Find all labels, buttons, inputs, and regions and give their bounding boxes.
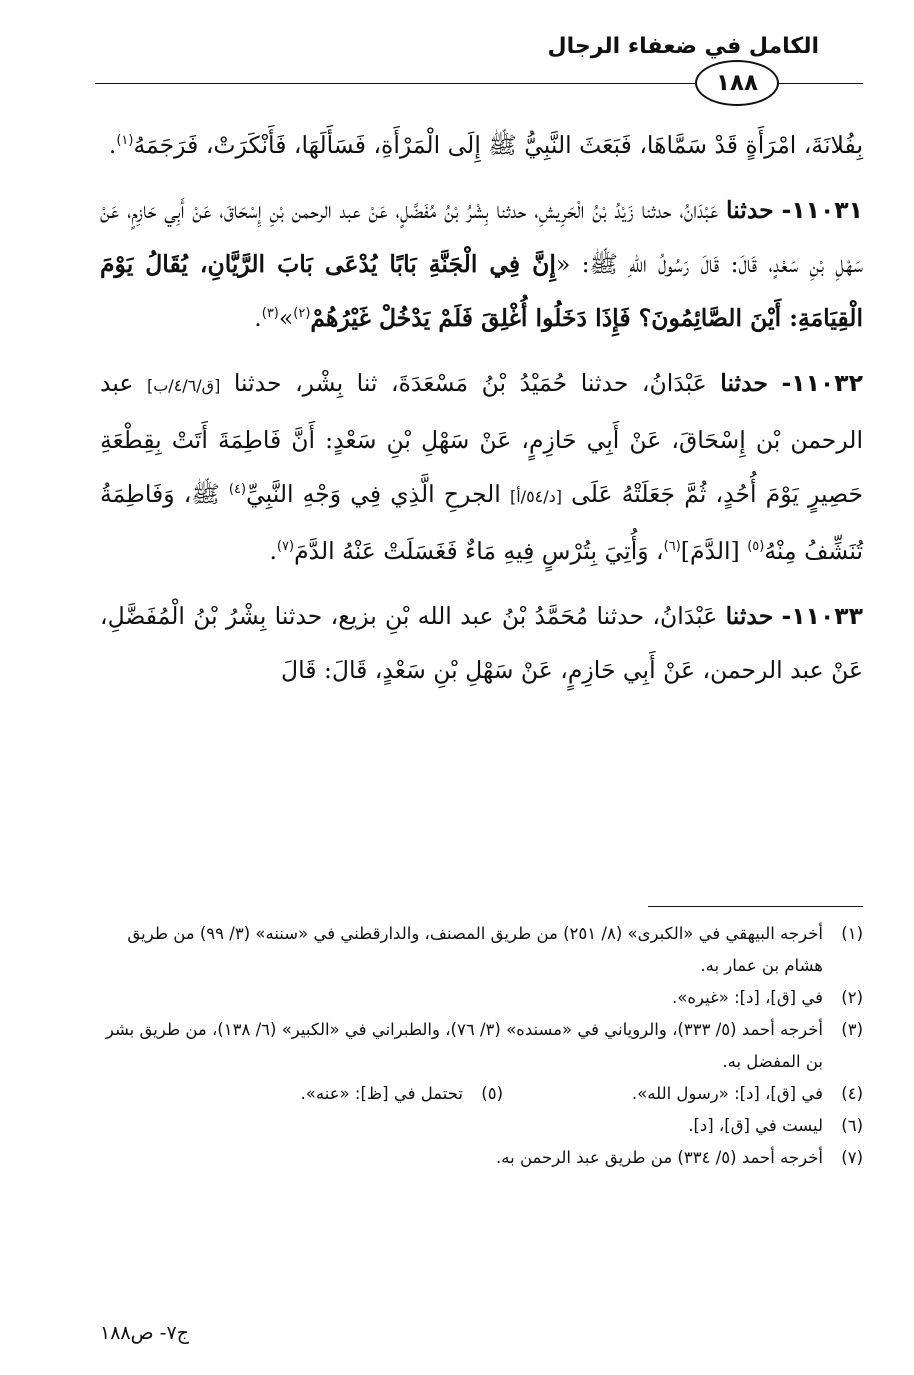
page-number-badge: ١٨٨: [695, 60, 779, 106]
footnote-text: أخرجه أحمد (٥/ ٣٣٣)، والروياني في «مسنده» (٣/ ٧٦)، والطبراني في «الكبير» (٦/ ١٣٨)، من طريق بشر بن المفضل به.: [105, 1020, 823, 1071]
footnote-text: أخرجه أحمد (٥/ ٣٣٤) من طريق عبد الرحمن به.: [496, 1148, 823, 1167]
footnote-number: (٦): [841, 1116, 863, 1135]
footnote-text: أخرجه البيهقي في «الكبرى» (٨/ ٢٥١) من طريق المصنف، والدارقطني في «سننه» (٣/ ٩٩) من طريق هشام بن عمار به.: [127, 924, 823, 975]
hadith-number: ١١٠٣١-: [781, 196, 863, 224]
hadith-text: ﷺ، وَفَاطِمَةُ تُنَشِّفُ مِنْهُ: [100, 480, 863, 565]
hadith-11031: [100, 183, 863, 345]
footnote-number: (٧): [841, 1148, 863, 1167]
hadith-number: ١١٠٣٣-: [781, 602, 863, 630]
footnote-row-4-5: [100, 1078, 863, 1110]
footnote-number: (٢): [841, 988, 863, 1007]
footnote-text: في [ق]، [د]: «رسول الله».: [631, 1084, 823, 1103]
paragraph-text: بِفُلانَةَ، امْرَأَةٍ قَدْ سَمَّاهَا، فَبَعَثَ النَّبِيُّ ﷺ إِلَى الْمَرْأَةِ، فَسَأَلَهَا، فَأَنْكَرَتْ، فَرَجَمَهُ: [133, 131, 863, 159]
footnote-marker: (١): [116, 133, 134, 149]
footnote-4: [503, 1078, 863, 1110]
haddathana-word: حدثنا: [726, 196, 774, 224]
hadith-11033: [100, 589, 863, 697]
hadith-number: ١١٠٣٢-: [781, 369, 863, 397]
running-title: الكامل في ضعفاء الرجال: [547, 34, 819, 59]
footnotes: [100, 918, 863, 1174]
footnote-text: ليست في [ق]، [د].: [688, 1116, 823, 1135]
footnote-number: (١): [841, 924, 863, 943]
manuscript-reference: [د/٥٤/أ]: [509, 487, 563, 506]
footnote-number: (٣): [841, 1020, 863, 1039]
footnote-marker: (٥): [747, 539, 765, 555]
footnote-marker: (٤): [228, 482, 247, 498]
main-text: [100, 118, 863, 697]
footnote-6: [100, 1110, 863, 1142]
footnote-separator: [648, 906, 863, 907]
footnote-marker: (٧): [276, 539, 295, 555]
footnote-7: [100, 1142, 863, 1174]
footnote-number: (٥): [481, 1084, 503, 1103]
haddathana-word: حدثنا: [720, 369, 768, 397]
closing-quote: »: [278, 304, 294, 332]
isnad-text: عَبْدَانُ، حدثنا زَيْدُ بْنُ الْحَرِيشِ، حدثنا بِشْرُ بْنُ مُفَضَّلٍ، عَنْ عبد الرحمن بْنِ إِسْحَاقَ، عَنْ أَبِي حَازِمٍ، عَنْ سَهْلِ بْنِ سَعْدٍ، قَالَ: قَالَ رَسُولُ اللهِ ﷺ: «: [100, 196, 863, 278]
footnote-marker: (٦): [663, 539, 681, 555]
isnad-text: عَبْدَانُ، حدثنا مُحَمَّدُ بْنُ عبد الله بْنِ بزيع، حدثنا بِشْرُ بْنُ الْمُفَضَّلِ، عَنْ عبد الرحمن، عَنْ أَبِي حَازِمٍ، عَنْ سَهْلِ بْنِ سَعْدٍ، قَالَ: قَالَ: [100, 602, 863, 684]
matn-text: إِنَّ فِي الْجَنَّةِ بَابًا يُدْعَى بَابَ الرَّيَّانِ، يُقَالُ يَوْمَ الْقِيَامَةِ: أَيْنَ الصَّائِمُونَ؟ فَإِذَا دَخَلُوا أُغْلِقَ فَلَمْ يَدْخُلْ غَيْرُهُمْ: [100, 250, 863, 332]
footnote-number: (٤): [841, 1084, 863, 1103]
footnote-text: تحتمل في [ظ]: «عنه».: [300, 1084, 463, 1103]
footnote-marker: (٢): [293, 306, 311, 322]
isnad-text: عَبْدَانُ، حدثنا حُمَيْدُ بْنُ مَسْعَدَةَ، ثنا بِشْر، حدثنا: [233, 369, 707, 397]
footnote-text: في [ق]، [د]: «غيره».: [672, 988, 823, 1007]
continued-paragraph: [100, 118, 863, 172]
volume-page-footer: ج٧- ص١٨٨: [100, 1322, 189, 1344]
hadith-11032: [100, 356, 863, 578]
punctuation: .: [108, 131, 117, 159]
footnote-marker: (٣): [261, 306, 279, 322]
hadith-text: ، وَأُتِيَ بِتُرْسٍ فِيهِ مَاءٌ فَغَسَلَتْ عَنْهُ الدَّمَ: [294, 537, 664, 565]
punctuation: .: [254, 304, 262, 332]
hadith-text: الجرحِ الَّذِي فِي وَجْهِ النَّبِيِّ: [246, 480, 501, 508]
footnote-3: [100, 1014, 863, 1078]
manuscript-reference: [ق/٤/٦/ب]: [147, 376, 221, 395]
punctuation: .: [269, 537, 277, 565]
hadith-text: [الدَّمَ]: [680, 537, 740, 565]
haddathana-word: حدثنا: [725, 602, 774, 630]
footnote-1: [100, 918, 863, 982]
footnote-5: [143, 1078, 503, 1110]
hadith-text: عبد الرحمن بْن إِسْحَاقَ، عَنْ أَبِي حَازِمٍ، عَنْ سَهْلِ بْنِ سَعْدٍ: أَنَّ فَاطِمَةَ أَتَتْ بِقِطْعَةِ حَصِيرٍ يَوْمَ أُحُدٍ، ثُمَّ جَعَلَتْهُ عَلَى: [100, 369, 863, 508]
footnote-2: [100, 982, 863, 1014]
